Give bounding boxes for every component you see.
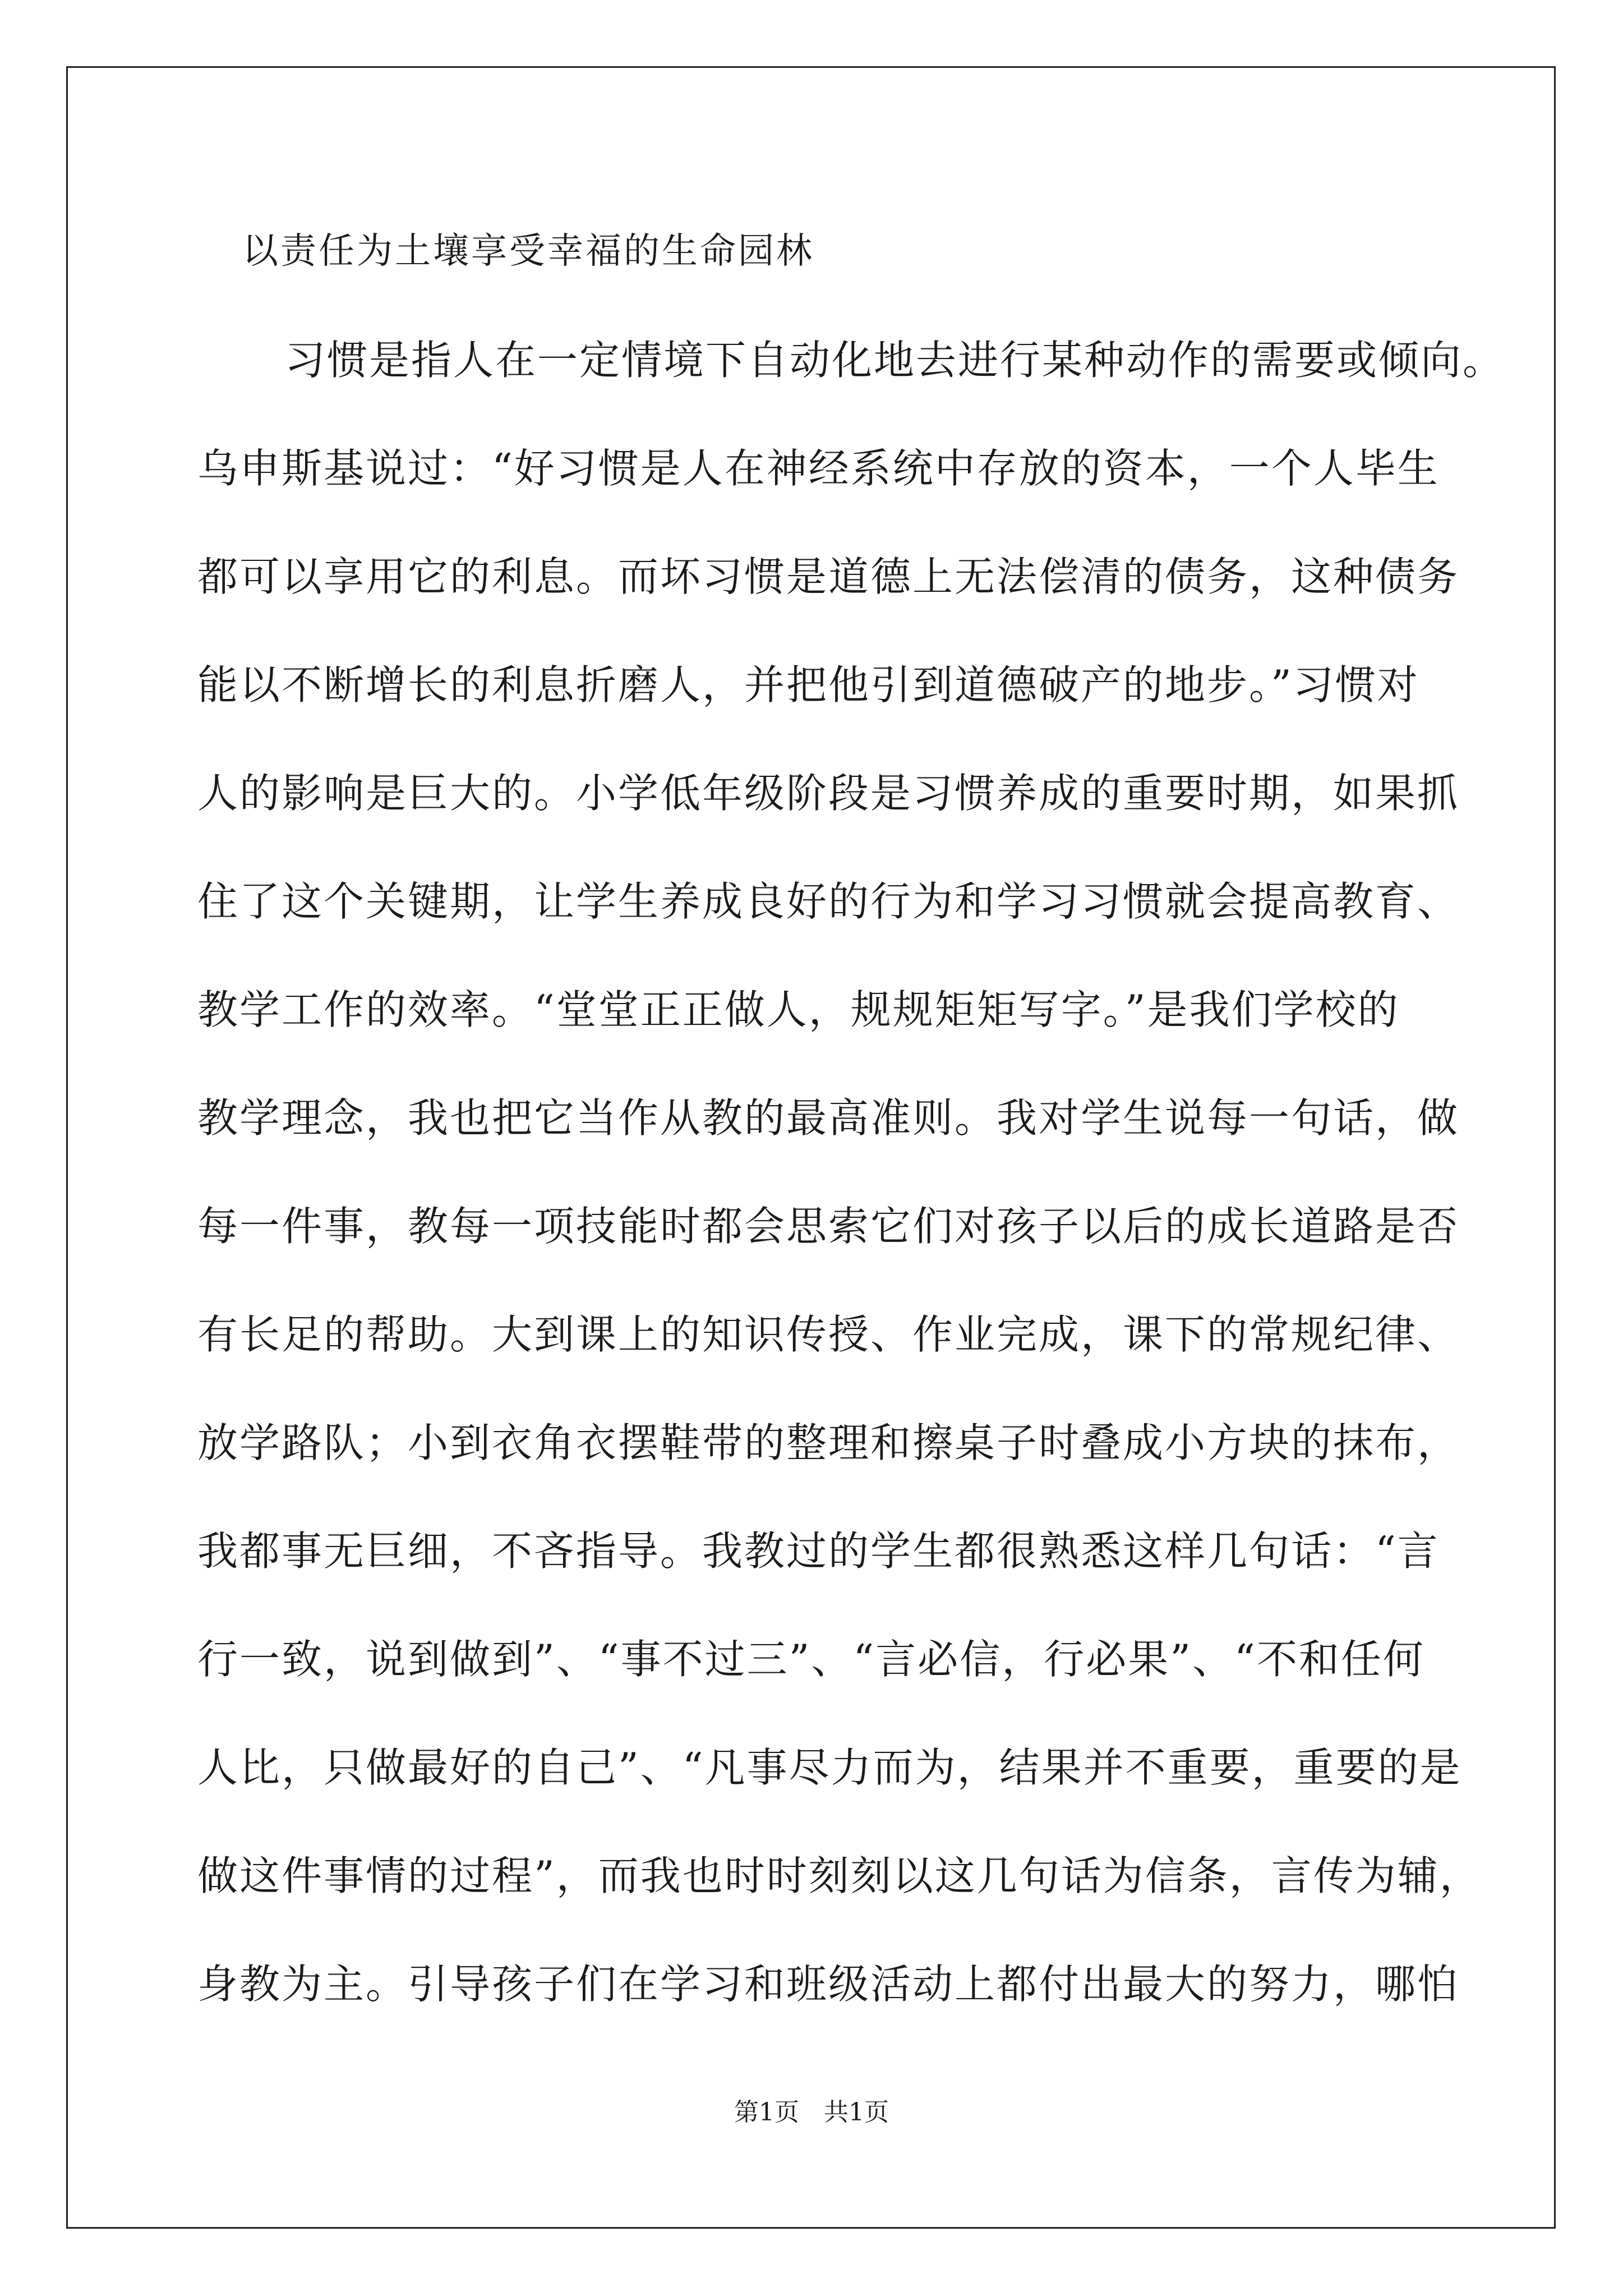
body-line: 教学工作的效率。“堂堂正正做人，规规矩矩写字。”是我们学校的: [197, 986, 1400, 1033]
body-line: 能以不断增长的利息折磨人，并把他引到道德破产的地步。”习惯对: [197, 661, 1419, 708]
body-line: 有长足的帮助。大到课上的知识传授、作业完成，课下的常规纪律、: [197, 1311, 1460, 1358]
body-line: 做这件事情的过程”，而我也时时刻刻以这几句话为信条，言传为辅，: [197, 1852, 1482, 1899]
body-line: 每一件事，教每一项技能时都会思索它们对孩子以后的成长道路是否: [197, 1203, 1460, 1250]
body-line: 教学理念，我也把它当作从教的最高准则。我对学生说每一句话，做: [197, 1094, 1460, 1142]
body-line: 人的影响是巨大的。小学低年级阶段是习惯养成的重要时期，如果抓: [197, 770, 1460, 817]
body-line: 乌申斯基说过：“好习惯是人在神经系统中存放的资本，一个人毕生: [197, 445, 1440, 492]
document-title: 以责任为土壤享受幸福的生命园林: [242, 231, 814, 272]
body-line: 我都事无巨细，不吝指导。我教过的学生都很熟悉这样几句话：“言: [197, 1527, 1440, 1575]
body-line: 住了这个关键期，让学生养成良好的行为和学习习惯就会提高教育、: [197, 878, 1460, 925]
body-line: 都可以享用它的利息。而坏习惯是道德上无法偿清的债务，这种债务: [197, 553, 1460, 600]
body-line: 习惯是指人在一定情境下自动化地去进行某种动作的需要或倾向。: [285, 337, 1505, 384]
body-line: 放学路队；小到衣角衣摆鞋带的整理和擦桌子时叠成小方块的抹布，: [197, 1419, 1460, 1466]
body-line: 身教为主。引导孩子们在学习和班级活动上都付出最大的努力，哪怕: [197, 1961, 1460, 2008]
page-footer: 第1页 共1页: [734, 2098, 889, 2127]
body-line: 行一致，说到做到”、“事不过三”、“言必信，行必果”、“不和任何: [197, 1636, 1425, 1683]
document-body: [197, 333, 1505, 2065]
body-line: 人比，只做最好的自己”、“凡事尽力而为，结果并不重要，重要的是: [197, 1744, 1462, 1791]
